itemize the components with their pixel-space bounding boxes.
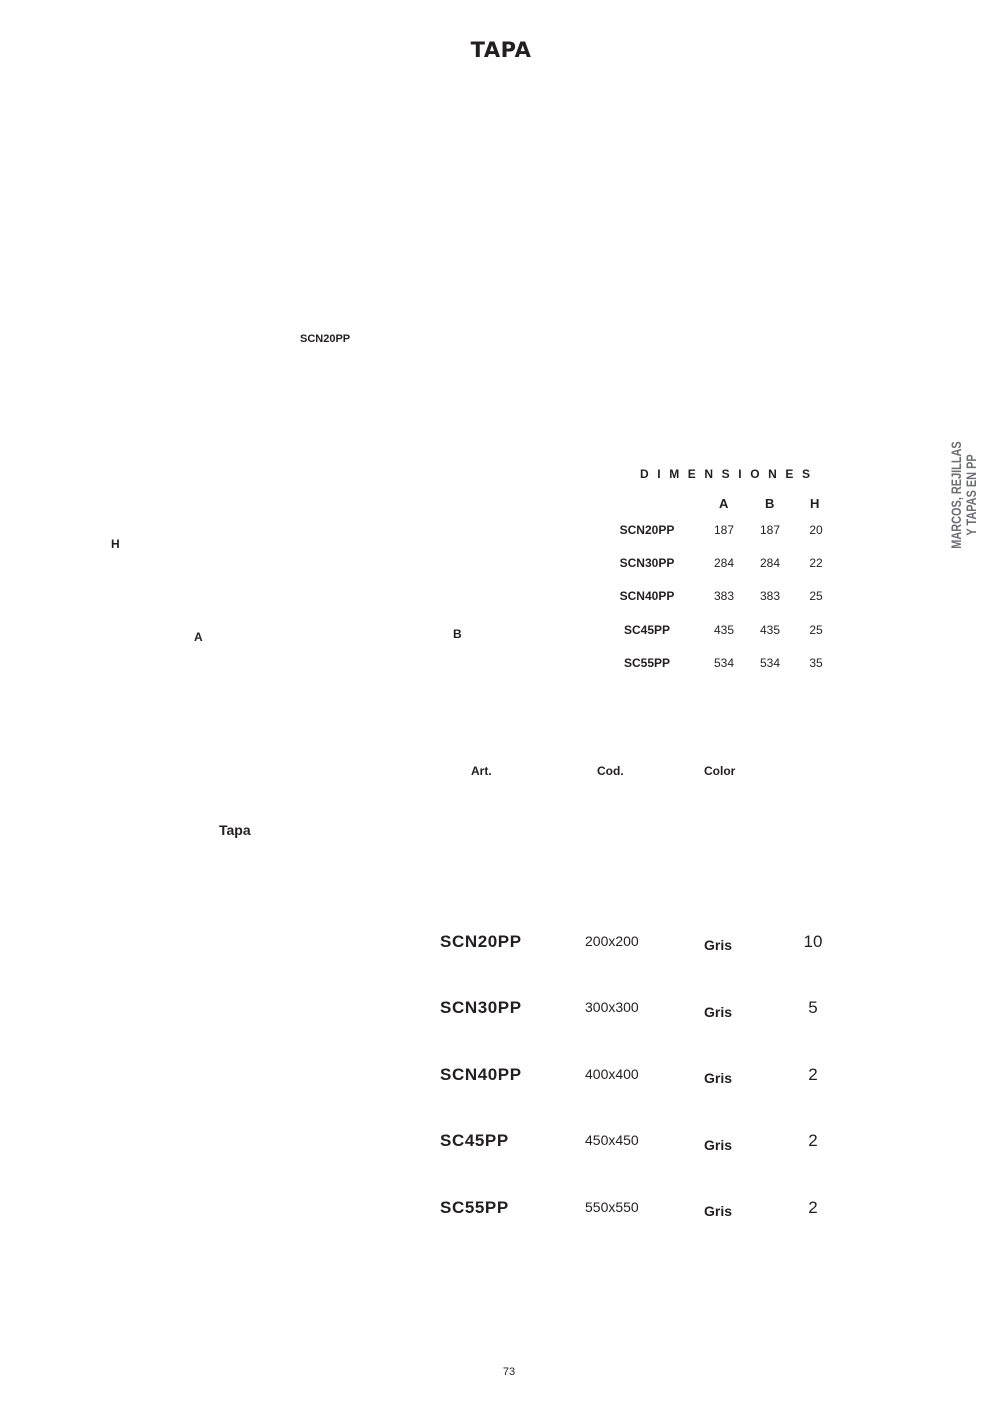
dimension-a-label: A	[194, 630, 203, 644]
dim-cell-h: 25	[809, 589, 823, 603]
header-color: Color	[704, 764, 736, 778]
page-title: TAPA	[470, 38, 532, 62]
product-cod: 450x450	[585, 1132, 639, 1148]
figure-model-label: SCN20PP	[300, 333, 351, 345]
dim-cell-a: 187	[713, 523, 735, 537]
header-cod: Cod.	[597, 764, 624, 778]
product-color: Gris	[704, 1004, 733, 1020]
header-art: Art.	[471, 764, 492, 778]
dim-cell-b: 435	[759, 623, 781, 637]
product-cod: 200x200	[585, 933, 639, 949]
product-art: SC55PP	[440, 1198, 509, 1217]
dimension-h-label: H	[111, 537, 120, 551]
product-qty: 2	[808, 1131, 818, 1150]
product-color: Gris	[704, 937, 733, 953]
product-qty: 2	[808, 1065, 818, 1084]
dim-cell-h: 35	[809, 656, 823, 670]
dim-col-h: H	[810, 496, 820, 511]
dim-cell-b: 383	[759, 589, 781, 603]
product-color: Gris	[704, 1070, 733, 1086]
dim-row-name: SCN20PP	[619, 523, 675, 537]
section-side-tab	[938, 440, 990, 550]
product-qty: 2	[808, 1198, 818, 1217]
dim-cell-b: 187	[759, 523, 781, 537]
product-art: SCN30PP	[440, 998, 522, 1017]
dim-cell-a: 435	[713, 623, 735, 637]
side-tab-line2: Y TAPAS EN PP	[963, 454, 979, 536]
product-qty: 10	[803, 932, 823, 951]
product-cod: 400x400	[585, 1066, 639, 1082]
dim-col-b: B	[765, 496, 775, 511]
dim-cell-b: 534	[759, 656, 781, 670]
dim-row-name: SCN40PP	[619, 589, 675, 603]
product-color: Gris	[704, 1203, 733, 1219]
dim-cell-h: 20	[809, 523, 823, 537]
page-number: 73	[502, 1366, 516, 1378]
product-color: Gris	[704, 1137, 733, 1153]
dim-row-name: SC45PP	[623, 623, 671, 637]
product-art: SC45PP	[440, 1131, 509, 1150]
product-art: SCN20PP	[440, 932, 522, 951]
dim-cell-h: 25	[809, 623, 823, 637]
dim-cell-a: 383	[713, 589, 735, 603]
dim-cell-a: 534	[713, 656, 735, 670]
dim-row-name: SCN30PP	[619, 556, 675, 570]
dim-col-a: A	[719, 496, 729, 511]
product-cod: 550x550	[585, 1199, 639, 1215]
dimension-b-label: B	[453, 627, 462, 641]
product-art: SCN40PP	[440, 1065, 522, 1084]
side-tab-line1: MARCOS, REJILLAS	[948, 441, 964, 549]
product-type-label: Tapa	[219, 822, 251, 838]
dim-row-name: SC55PP	[623, 656, 671, 670]
dim-cell-b: 284	[759, 556, 781, 570]
dimensions-heading: DIMENSIONES	[640, 467, 819, 481]
product-qty: 5	[808, 998, 818, 1017]
product-cod: 300x300	[585, 999, 639, 1015]
dim-cell-a: 284	[713, 556, 735, 570]
dim-cell-h: 22	[809, 556, 823, 570]
